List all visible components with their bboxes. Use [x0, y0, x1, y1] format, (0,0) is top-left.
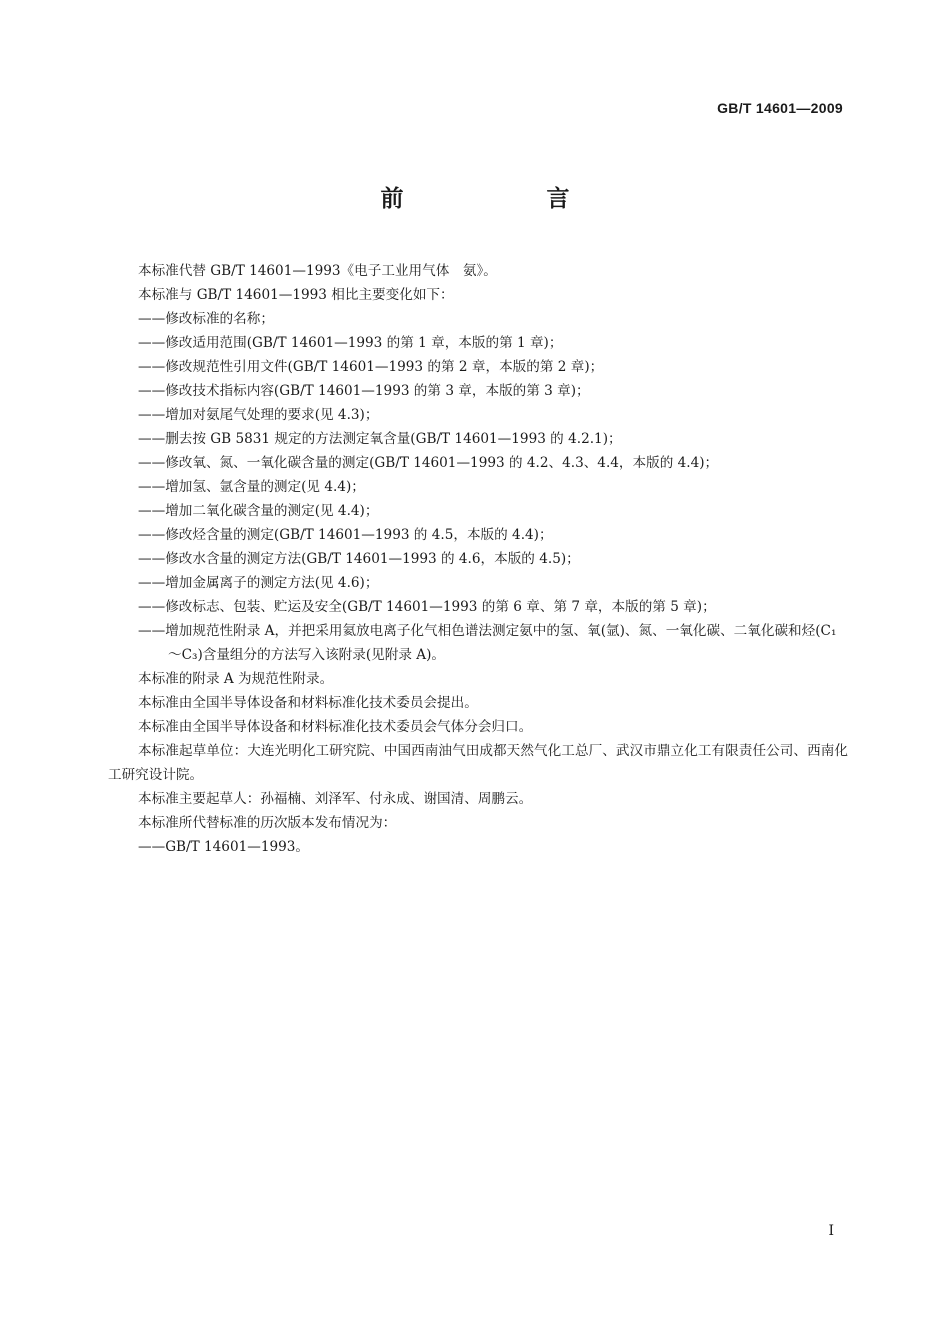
page-number: I — [828, 1223, 834, 1239]
history-intro-paragraph: 本标准所代替标准的历次版本发布情况为： — [138, 815, 397, 831]
info-paragraph: 本标准的附录 A 为规范性附录。 — [138, 671, 334, 687]
change-item: ——删去按 GB 5831 规定的方法测定氧含量(GB/T 14601—1993 的 4.2.1)； — [138, 431, 622, 447]
history-item: ——GB/T 14601—1993。 — [138, 839, 310, 855]
change-item: ——修改适用范围(GB/T 14601—1993 的第 1 章，本版的第 1 章)； — [138, 335, 563, 351]
change-item: ——修改氧、氮、一氧化碳含量的测定(GB/T 14601—1993 的 4.2、4.3、4.4，本版的 4.4)； — [138, 455, 719, 471]
change-item: ——修改规范性引用文件(GB/T 14601—1993 的第 2 章，本版的第 2 章)； — [138, 359, 604, 375]
drafters-paragraph: 本标准主要起草人：孙福楠、刘泽军、付永成、谢国清、周鹏云。 — [138, 791, 533, 807]
intro-paragraph: 本标准与 GB/T 14601—1993 相比主要变化如下： — [138, 287, 454, 303]
change-item: ——修改标准的名称； — [138, 311, 274, 327]
drafting-units-paragraph: 本标准起草单位：大连光明化工研究院、中国西南油气田成都天然气化工总厂、武汉市鼎立化工有限责任公司、西南化工研究设计院。 — [108, 743, 848, 783]
change-item: ——修改标志、包装、贮运及安全(GB/T 14601—1993 的第 6 章、第 7 章，本版的第 5 章)； — [138, 599, 716, 615]
change-item: ——修改技术指标内容(GB/T 14601—1993 的第 3 章，本版的第 3 章)； — [138, 383, 590, 399]
change-item: ——增加金属离子的测定方法(见 4.6)； — [138, 575, 379, 591]
foreword-body — [108, 259, 848, 859]
change-item: ——修改烃含量的测定(GB/T 14601—1993 的 4.5，本版的 4.4)； — [138, 527, 553, 543]
change-item: ——增加规范性附录 A，并把采用氦放电离子化气相色谱法测定氨中的氢、氧(氩)、氮、一氧化碳、二氧化碳和烃(C₁～C₃)含量组分的方法写入该附录(见附录 A)。 — [138, 623, 837, 663]
change-item: ——修改水含量的测定方法(GB/T 14601—1993 的 4.6，本版的 4.5)； — [138, 551, 580, 567]
change-item: ——增加二氧化碳含量的测定(见 4.4)； — [138, 503, 379, 519]
info-paragraph: 本标准由全国半导体设备和材料标准化技术委员会气体分会归口。 — [138, 719, 533, 735]
intro-paragraph: 本标准代替 GB/T 14601—1993《电子工业用气体 氨》。 — [138, 263, 497, 279]
change-item: ——增加氢、氩含量的测定(见 4.4)； — [138, 479, 365, 495]
page-title: 前 言 — [380, 186, 630, 212]
standard-code: GB/T 14601—2009 — [717, 100, 843, 116]
info-paragraph: 本标准由全国半导体设备和材料标准化技术委员会提出。 — [138, 695, 478, 711]
change-item: ——增加对氨尾气处理的要求(见 4.3)； — [138, 407, 379, 423]
